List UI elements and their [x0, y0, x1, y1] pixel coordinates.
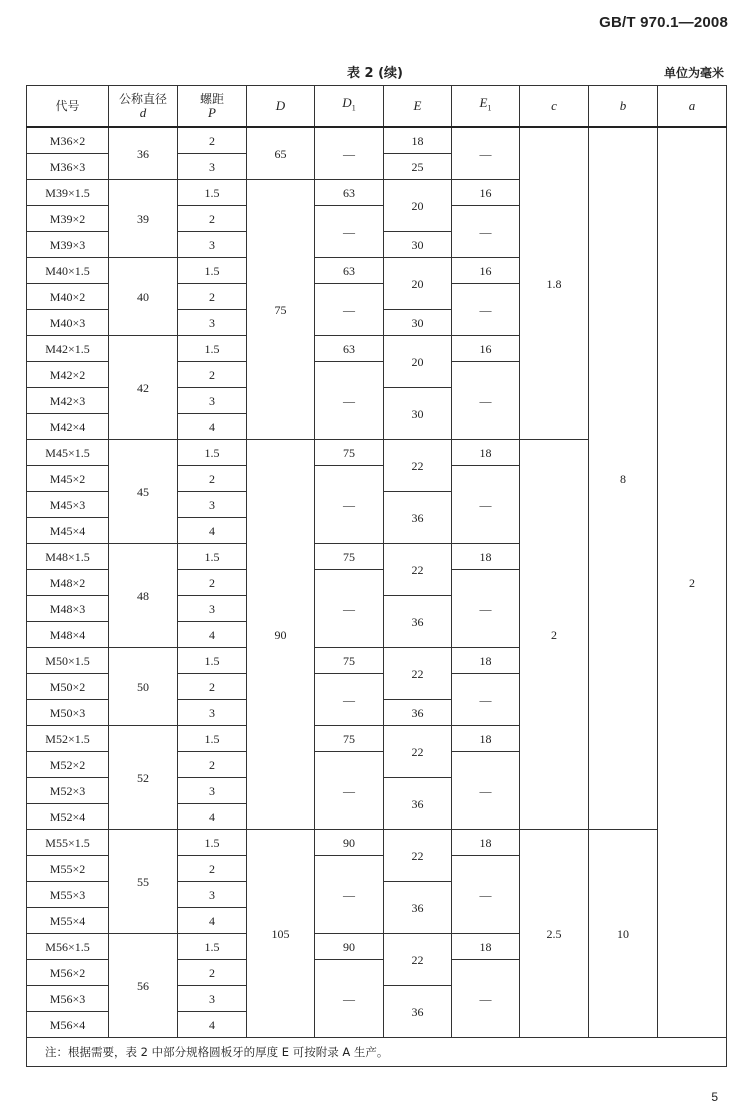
- table-row: M50×2 2 — —: [27, 674, 727, 700]
- table-row: M40×1.5 40 1.5 63 20 16: [27, 258, 727, 284]
- table-body: [27, 127, 727, 1067]
- standard-code: GB/T 970.1—2008: [599, 14, 728, 31]
- table-row: M36×3 3 25: [27, 154, 727, 180]
- table-row: M50×1.5 50 1.5 75 22 18: [27, 648, 727, 674]
- table-row: M45×3 3 36: [27, 492, 727, 518]
- unit-label: 单位为毫米: [663, 66, 724, 80]
- col-b: b: [589, 86, 658, 128]
- table-row: M48×1.5 48 1.5 75 22 18: [27, 544, 727, 570]
- col-p: 螺距 P: [178, 86, 247, 128]
- page-number: 5: [711, 1090, 718, 1104]
- col-c: c: [520, 86, 589, 128]
- table-row: M52×4 4: [27, 804, 727, 830]
- table-row: M45×4 4: [27, 518, 727, 544]
- table-row: M40×2 2 — —: [27, 284, 727, 310]
- table-row: M55×1.5 55 1.5 105 90 22 18 2.5 10: [27, 830, 727, 856]
- table-row: M40×3 3 30: [27, 310, 727, 336]
- table-row: M52×1.5 52 1.5 75 22 18: [27, 726, 727, 752]
- table-row: M55×2 2 — —: [27, 856, 727, 882]
- col-E1: $E_1$: [452, 86, 520, 128]
- table-row: M56×2 2 — —: [27, 960, 727, 986]
- spec-table: [26, 85, 727, 1067]
- table-row: M36×2 36 2 65 — 18 — 1.8 8 2: [27, 127, 727, 154]
- col-D: D: [247, 86, 315, 128]
- table-row: M45×1.5 45 1.5 90 75 22 18 2: [27, 440, 727, 466]
- table-row: M48×2 2 — —: [27, 570, 727, 596]
- table-row: M55×4 4: [27, 908, 727, 934]
- table-row: M39×2 2 — —: [27, 206, 727, 232]
- table-row: M50×3 3 36: [27, 700, 727, 726]
- col-code: 代号: [27, 86, 109, 128]
- table-row: M56×4 4: [27, 1012, 727, 1038]
- col-a: a: [658, 86, 727, 128]
- table-row: M48×3 3 36: [27, 596, 727, 622]
- table-note-row: [27, 1038, 727, 1067]
- table-row: M42×3 3 30: [27, 388, 727, 414]
- table-title: 表 2 (续): [347, 66, 403, 81]
- table-row: M42×1.5 42 1.5 63 20 16: [27, 336, 727, 362]
- table-row: M39×1.5 39 1.5 75 63 20 16: [27, 180, 727, 206]
- table-row: M56×1.5 56 1.5 90 22 18: [27, 934, 727, 960]
- table-row: M52×2 2 — —: [27, 752, 727, 778]
- table-row: M55×3 3 36: [27, 882, 727, 908]
- table-row: M39×3 3 30: [27, 232, 727, 258]
- table-row: M48×4 4: [27, 622, 727, 648]
- col-d: 公称直径 d: [109, 86, 178, 128]
- table-row: M45×2 2 — —: [27, 466, 727, 492]
- table-row: M42×4 4: [27, 414, 727, 440]
- col-D1: $D_1$: [315, 86, 384, 128]
- col-E: E: [384, 86, 452, 128]
- table-row: M52×3 3 36: [27, 778, 727, 804]
- table-row: M42×2 2 — —: [27, 362, 727, 388]
- header-row: [27, 86, 727, 128]
- table-note: 注：根据需要，表 2 中部分规格圆板牙的厚度 E 可按附录 A 生产。: [27, 1038, 727, 1067]
- table-row: M56×3 3 36: [27, 986, 727, 1012]
